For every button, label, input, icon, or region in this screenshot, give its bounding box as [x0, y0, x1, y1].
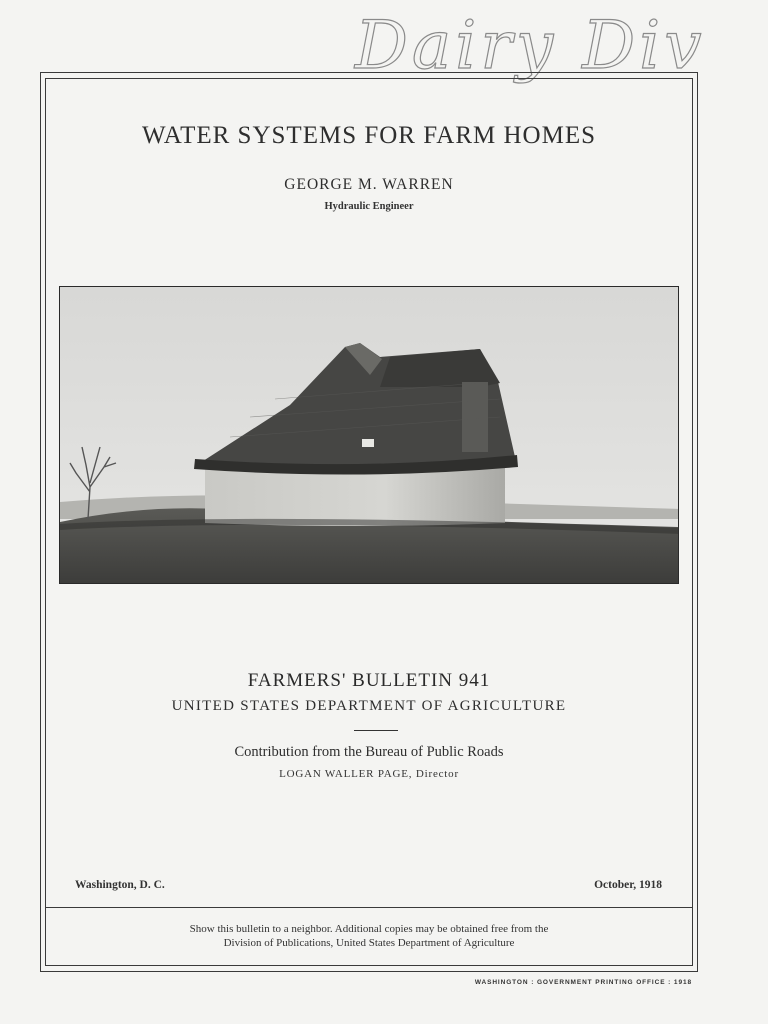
footer-divider [45, 907, 693, 908]
author-name: GEORGE M. WARREN [284, 176, 454, 193]
contribution-line: Contribution from the Bureau of Public Roads [234, 744, 504, 760]
reservoir-photo [60, 287, 679, 584]
publication-place: Washington, D. C. [75, 879, 165, 891]
document-title: WATER SYSTEMS FOR FARM HOMES [141, 122, 596, 149]
distribution-note [45, 923, 693, 950]
bulletin-number: FARMERS' BULLETIN 941 [247, 670, 491, 691]
department-name: UNITED STATES DEPARTMENT OF AGRICULTURE [171, 698, 567, 714]
printer-imprint: WASHINGTON : GOVERNMENT PRINTING OFFICE : 1918 [474, 979, 692, 986]
cover-photograph [59, 286, 679, 584]
publication-date: October, 1918 [594, 879, 662, 891]
distribution-note-line1: Show this bulletin to a neighbor. Additional copies may be obtained free from the [189, 923, 549, 935]
distribution-note-line2: Division of Publications, United States Department of Agriculture [223, 936, 515, 949]
author-role: Hydraulic Engineer [324, 201, 414, 212]
short-rule [354, 730, 398, 731]
director-line: LOGAN WALLER PAGE, Director [279, 768, 459, 780]
handwritten-note-text: Dairy Div [355, 7, 706, 84]
